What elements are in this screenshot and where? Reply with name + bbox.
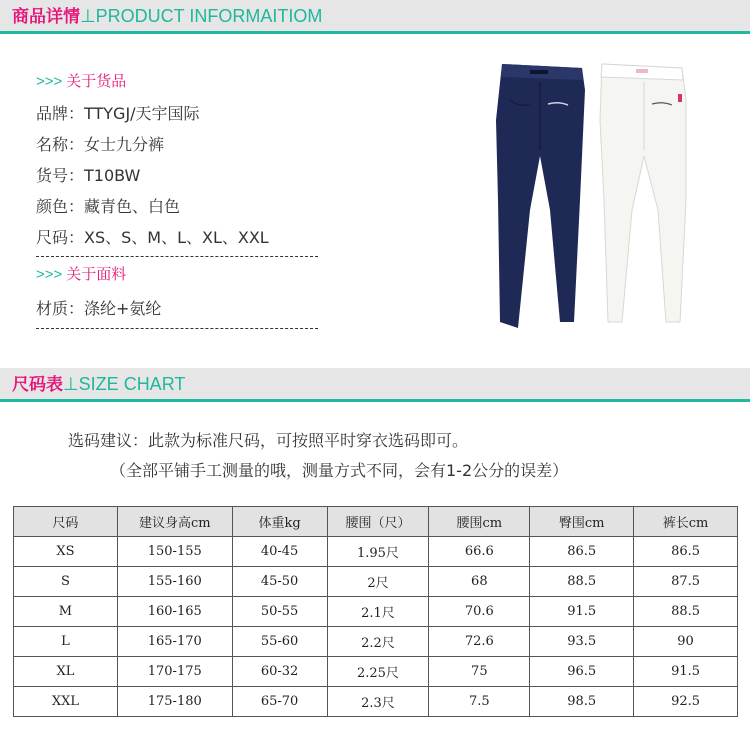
info-row-item-no: 货号：T10BW	[36, 166, 141, 185]
product-info-title-cn: 商品详情	[12, 7, 80, 27]
about-fabric-heading	[36, 263, 336, 285]
table-cell: 88.5	[634, 597, 738, 627]
size-advice-note: 选码建议：此款为标准尺码，可按照平时穿衣选码即可。	[68, 431, 469, 450]
table-cell: XL	[14, 657, 118, 687]
col-length-cm: 裤长cm	[634, 507, 738, 537]
size-chart-title-cn: 尺码表	[12, 375, 63, 395]
arrows-icon: >>>	[36, 73, 63, 90]
table-cell: 75	[429, 657, 530, 687]
table-cell: 45-50	[232, 567, 327, 597]
table-cell: 60-32	[232, 657, 327, 687]
arrows-icon: >>>	[36, 266, 63, 283]
table-cell: 7.5	[429, 687, 530, 717]
table-cell: 2尺	[327, 567, 429, 597]
info-row-brand: 品牌：TTYGJ/天宇国际	[36, 104, 200, 123]
table-cell: 2.3尺	[327, 687, 429, 717]
table-cell: M	[14, 597, 118, 627]
white-pants-icon	[600, 64, 686, 322]
table-cell: 150-155	[117, 537, 232, 567]
table-cell: 96.5	[530, 657, 634, 687]
measurement-note: （全部平铺手工测量的哦，测量方式不同，会有1-2公分的误差）	[110, 461, 569, 480]
about-fabric-heading-text: 关于面料	[66, 265, 127, 283]
table-cell: 175-180	[117, 687, 232, 717]
col-waist-chi: 腰围（尺）	[327, 507, 429, 537]
navy-pants-icon	[496, 64, 585, 328]
info-row-material: 材质：涤纶+氨纶	[36, 299, 162, 318]
table-cell: 1.95尺	[327, 537, 429, 567]
table-cell: 86.5	[530, 537, 634, 567]
table-cell: S	[14, 567, 118, 597]
info-row-color: 颜色：藏青色、白色	[36, 197, 181, 216]
table-cell: XS	[14, 537, 118, 567]
table-header-row	[14, 507, 738, 537]
table-cell: 98.5	[530, 687, 634, 717]
header-accent-line	[0, 31, 750, 34]
table-cell: 170-175	[117, 657, 232, 687]
table-row	[14, 687, 738, 717]
table-cell: 66.6	[429, 537, 530, 567]
size-chart-header	[0, 368, 750, 402]
about-goods-heading-text: 关于货品	[66, 72, 127, 90]
size-table	[13, 506, 738, 717]
product-info-title-en: ⊥PRODUCT INFORMAITIOM	[80, 6, 323, 26]
header-accent-line	[0, 399, 750, 402]
product-info-title	[12, 4, 322, 29]
pants-product-image	[490, 60, 690, 335]
table-cell: 68	[429, 567, 530, 597]
table-cell: 2.2尺	[327, 627, 429, 657]
table-cell: 155-160	[117, 567, 232, 597]
col-waist-cm: 腰围cm	[429, 507, 530, 537]
table-cell: 91.5	[530, 597, 634, 627]
product-info-header	[0, 0, 750, 34]
table-row	[14, 627, 738, 657]
table-cell: 70.6	[429, 597, 530, 627]
table-row	[14, 597, 738, 627]
table-cell: 160-165	[117, 597, 232, 627]
size-chart-title-en: ⊥SIZE CHART	[63, 374, 186, 394]
table-cell: 55-60	[232, 627, 327, 657]
about-goods-heading	[36, 70, 336, 92]
table-cell: 72.6	[429, 627, 530, 657]
table-cell: 92.5	[634, 687, 738, 717]
table-cell: 90	[634, 627, 738, 657]
info-row-name: 名称：女士九分裤	[36, 135, 165, 154]
table-cell: 93.5	[530, 627, 634, 657]
col-hip-cm: 臀围cm	[530, 507, 634, 537]
table-cell: 165-170	[117, 627, 232, 657]
table-row	[14, 537, 738, 567]
table-cell: 65-70	[232, 687, 327, 717]
info-row-size: 尺码：XS、S、M、L、XL、XXL	[36, 228, 269, 247]
table-row	[14, 567, 738, 597]
table-cell: L	[14, 627, 118, 657]
table-cell: 2.1尺	[327, 597, 429, 627]
table-cell: 50-55	[232, 597, 327, 627]
col-weight: 体重kg	[232, 507, 327, 537]
product-info-block	[36, 70, 336, 329]
table-cell: 2.25尺	[327, 657, 429, 687]
table-cell: 40-45	[232, 537, 327, 567]
table-cell: 91.5	[634, 657, 738, 687]
col-height: 建议身高cm	[117, 507, 232, 537]
table-row	[14, 657, 738, 687]
table-cell: 86.5	[634, 537, 738, 567]
col-size: 尺码	[14, 507, 118, 537]
size-chart-title	[12, 372, 185, 397]
table-cell: XXL	[14, 687, 118, 717]
dashed-divider	[36, 328, 318, 329]
table-cell: 88.5	[530, 567, 634, 597]
table-cell: 87.5	[634, 567, 738, 597]
